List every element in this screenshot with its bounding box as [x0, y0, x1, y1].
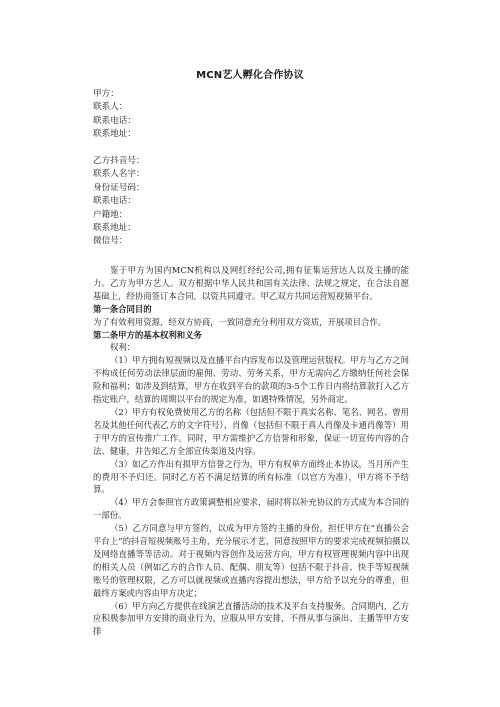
party-b-id-number: 身份证号码：: [93, 182, 145, 193]
article-1-heading: 第一条合同目的: [93, 303, 152, 314]
article-2-item-5: （5）乙方同意与甲方签约，以成为甲方签约主播的身份，担任甲方在“直播公会平台上”的抖音短视频账号主角，充分展示才艺，同意按照甲方的要求完成视频拍摄以及网络直播等等活动。对于视频内容创作及运营方向，甲方有权管理视频内容中出现的相关人员（例如乙方的合作人员、配偶、朋友等）包括不限于抖音、快手等短视频账号的管理权限，乙方可以就视频或直播内容提出想法，甲方给予以充分的尊重，但最终方案或内容由甲方决定；: [93, 523, 409, 598]
party-a-address: 联系地址：: [93, 129, 136, 140]
article-1-text: 为了有效利用资源，经双方协商，一致同意充分利用双方资质，开展项目合作。: [93, 316, 387, 327]
party-b-phone: 联系电话：: [93, 196, 136, 207]
article-2-item-6: （6）甲方向乙方提供在线演艺直播活动的技术及平台支持服务。合同期内，乙方应积极参加甲方安排的商业行为，应服从甲方安排，不得从事与演出、主播等甲方安排: [93, 600, 409, 637]
preamble-paragraph: 鉴于甲方为国内MCN机构以及网红经纪公司,拥有征集运营达人以及主播的能力。乙方为甲方艺人。双方根据中华人民共和国有关法律、法规之规定，在合法自愿基础上，经协商签订本合同，以资共同遵守。甲乙双方共同运营短视频平台。: [93, 265, 409, 301]
rights-label: 权利：: [110, 342, 136, 353]
party-b-contact-name: 联系人名字：: [93, 169, 145, 180]
article-2-item-2: （2）甲方有权免费使用乙方的名称（包括但不限于真实名称、笔名、网名、曾用名及其他任何代表乙方的文字符号）、肖像（包括但不限于真人肖像及卡通肖像等）用于甲方的宣传推广工作。同时，甲方需维护乙方信誉和形象，保证一切宣传内容的合法、健康，并告知乙方全部宣传渠道及内容。: [93, 406, 409, 456]
article-2-item-1: （1）甲方拥有短视频以及直播平台内容发布以及管理运营版权。甲方与乙方之间不构成任何劳动法律层面的雇佣、劳动、劳务关系，甲方无需向乙方缴纳任何社会保险和福利；如涉及到结算，甲方在收到平台的款项的3-5个工作日内将结算款打入乙方指定账户，结算的周期以平台的规定为准，如遇特殊情况，另外商定。: [93, 355, 409, 405]
article-2-heading: 第二条甲方的基本权利和义务: [93, 329, 202, 340]
party-a-label: 甲方：: [93, 89, 119, 99]
party-b-wechat: 微信号：: [93, 236, 128, 247]
party-b-household: 户籍地：: [93, 209, 128, 220]
document-title: MCN艺人孵化合作协议: [196, 70, 304, 81]
article-2-item-3: （3）如乙方作出有损甲方信誉之行为，甲方有权单方面终止本协议，当月所产生的费用不予归还。同时乙方若不满足结算的所有标准（以官方为准），甲方将不予结算。: [93, 458, 409, 495]
party-b-address: 联系地址：: [93, 222, 136, 233]
party-b-douyin: 乙方抖音号：: [93, 155, 145, 166]
party-a-phone: 联系电话：: [93, 115, 136, 126]
party-a-contact: 联系人：: [93, 102, 128, 113]
agreement-body: [93, 264, 409, 638]
spacer: [93, 142, 145, 155]
article-2-item-4: （4）甲方会参照官方政策调整相应要求，届时将以补充协议的方式成为本合同的一部份。: [93, 497, 409, 521]
party-info: [93, 88, 145, 249]
